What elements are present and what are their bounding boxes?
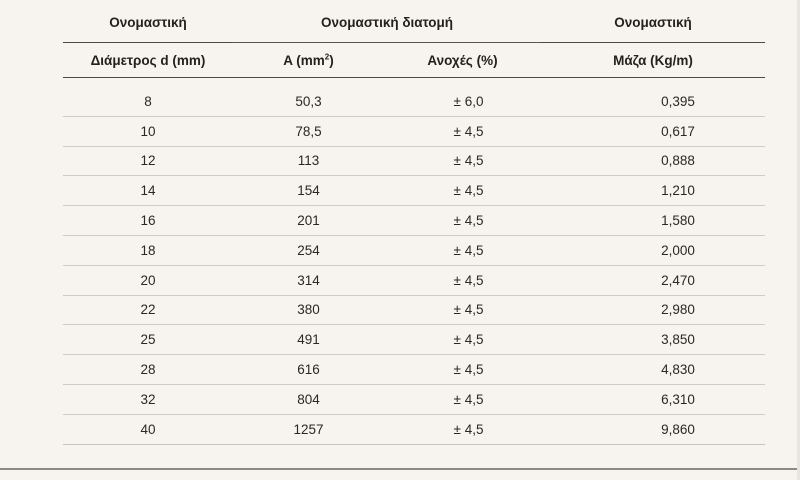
cell-tolerance: ± 4,5 <box>384 265 541 295</box>
cell-area: 254 <box>233 235 384 265</box>
cell-diameter: 20 <box>63 265 233 295</box>
table-header <box>63 0 765 87</box>
table-row <box>63 265 765 295</box>
table-row <box>63 116 765 146</box>
table-row <box>63 206 765 236</box>
cell-tolerance: ± 4,5 <box>384 235 541 265</box>
cell-diameter: 22 <box>63 295 233 325</box>
table-row <box>63 384 765 414</box>
cell-tolerance: ± 4,5 <box>384 355 541 385</box>
cell-tolerance: ± 4,5 <box>384 116 541 146</box>
table-row <box>63 176 765 206</box>
cell-diameter: 25 <box>63 325 233 355</box>
cell-tolerance: ± 4,5 <box>384 176 541 206</box>
table-body <box>63 87 765 444</box>
cell-mass: 1,210 <box>541 176 765 206</box>
cell-area: 491 <box>233 325 384 355</box>
cell-area: 113 <box>233 146 384 176</box>
cell-diameter: 18 <box>63 235 233 265</box>
cell-mass: 0,617 <box>541 116 765 146</box>
cell-tolerance: ± 4,5 <box>384 384 541 414</box>
cell-diameter: 14 <box>63 176 233 206</box>
header-area <box>233 43 384 78</box>
cell-mass: 4,830 <box>541 355 765 385</box>
cell-area: 201 <box>233 206 384 236</box>
cell-area: 314 <box>233 265 384 295</box>
header-diameter: Διάμετρος d (mm) <box>63 43 233 78</box>
cell-tolerance: ± 4,5 <box>384 146 541 176</box>
header-nominal-section: Ονομαστική διατομή <box>321 14 453 30</box>
table-row <box>63 295 765 325</box>
cell-diameter: 12 <box>63 146 233 176</box>
bottom-rule <box>0 468 800 470</box>
header-mass: Μάζα (Kg/m) <box>541 43 765 78</box>
table-row <box>63 146 765 176</box>
header-separator-cell <box>63 78 765 88</box>
rebar-table-container <box>63 0 765 445</box>
cell-diameter: 10 <box>63 116 233 146</box>
cell-tolerance: ± 4,5 <box>384 295 541 325</box>
table-row <box>63 325 765 355</box>
header-nominal-mass-top: Ονομαστική <box>614 14 692 30</box>
cell-mass: 0,888 <box>541 146 765 176</box>
cell-tolerance: ± 6,0 <box>384 87 541 116</box>
cell-area: 1257 <box>233 414 384 444</box>
header-tolerance: Ανοχές (%) <box>384 43 541 78</box>
cell-mass: 2,470 <box>541 265 765 295</box>
cell-tolerance: ± 4,5 <box>384 325 541 355</box>
header-nominal-diameter-top: Ονομαστική <box>109 14 187 30</box>
cell-mass: 2,000 <box>541 235 765 265</box>
header-row-top <box>63 0 765 43</box>
cell-diameter: 28 <box>63 355 233 385</box>
header-area-close: ) <box>329 52 334 68</box>
cell-area: 616 <box>233 355 384 385</box>
header-separator <box>63 78 765 88</box>
header-area-superscript: 2 <box>324 52 330 61</box>
table-row <box>63 414 765 444</box>
cell-diameter: 40 <box>63 414 233 444</box>
cell-area: 50,3 <box>233 87 384 116</box>
cell-area: 154 <box>233 176 384 206</box>
cell-mass: 2,980 <box>541 295 765 325</box>
cell-mass: 9,860 <box>541 414 765 444</box>
cell-diameter: 8 <box>63 87 233 116</box>
cell-mass: 6,310 <box>541 384 765 414</box>
table-row <box>63 355 765 385</box>
cell-area: 804 <box>233 384 384 414</box>
cell-diameter: 16 <box>63 206 233 236</box>
table-row <box>63 235 765 265</box>
cell-mass: 1,580 <box>541 206 765 236</box>
header-row-bottom <box>63 43 765 78</box>
cell-tolerance: ± 4,5 <box>384 414 541 444</box>
cell-area: 78,5 <box>233 116 384 146</box>
rebar-properties-table <box>63 0 765 445</box>
cell-tolerance: ± 4,5 <box>384 206 541 236</box>
cell-mass: 0,395 <box>541 87 765 116</box>
cell-mass: 3,850 <box>541 325 765 355</box>
header-area-label: A (mm <box>283 52 325 68</box>
cell-diameter: 32 <box>63 384 233 414</box>
cell-area: 380 <box>233 295 384 325</box>
table-row <box>63 87 765 116</box>
